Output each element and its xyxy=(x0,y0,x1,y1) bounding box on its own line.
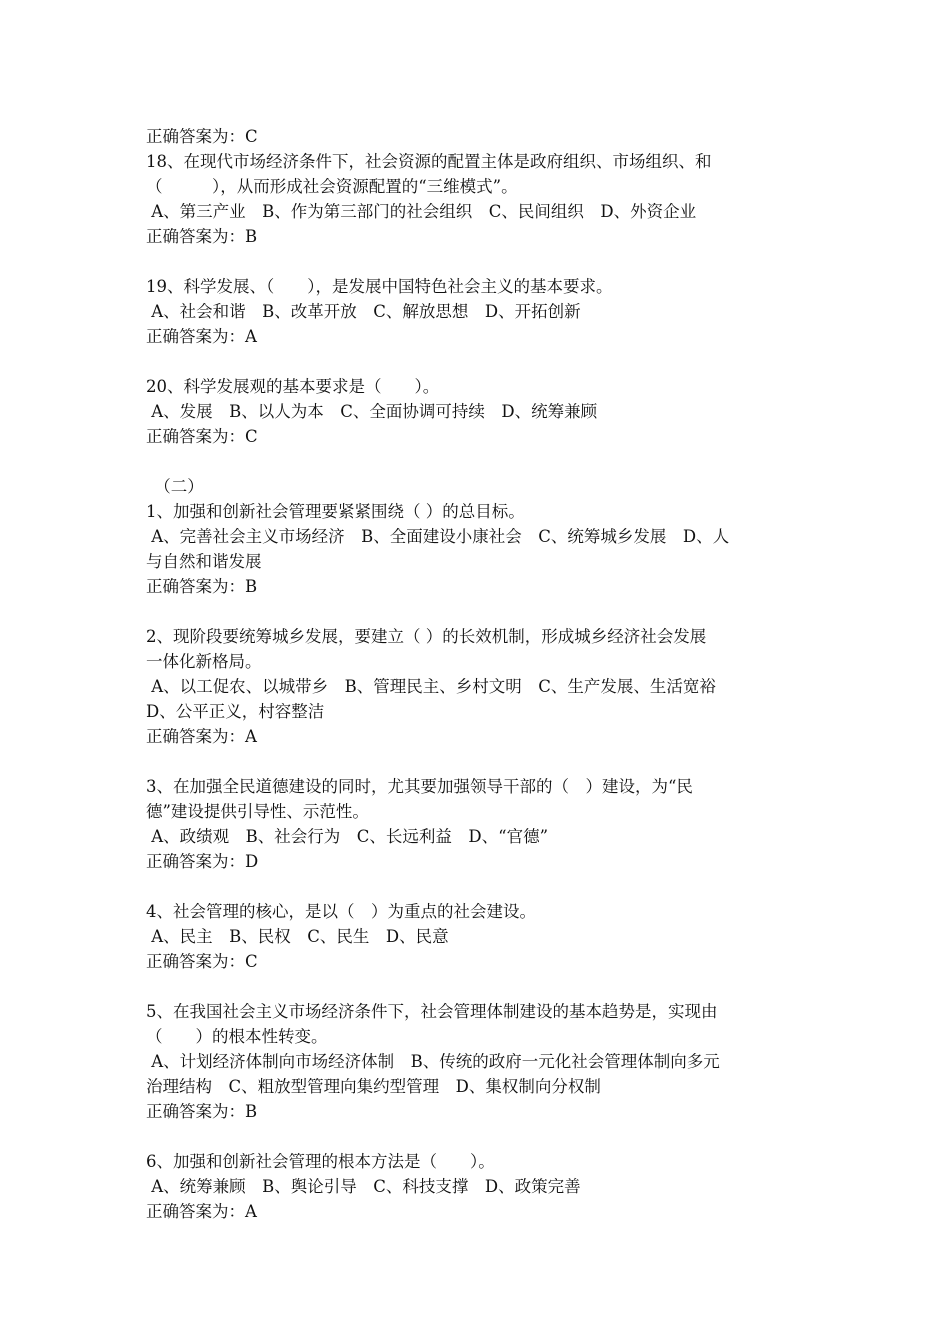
answer-line: 正确答案为：B xyxy=(146,577,258,596)
question-6: 6、加强和创新社会管理的根本方法是（ ）。 xyxy=(146,1152,495,1171)
question-2-line-2: 一体化新格局。 xyxy=(146,652,262,671)
answer-line: 正确答案为：C xyxy=(146,427,258,446)
question-3-line-2: 德”建设提供引导性、示范性。 xyxy=(146,802,369,821)
blank-line xyxy=(146,449,816,474)
question-1-options-line-1: A、完善社会主义市场经济 B、全面建设小康社会 C、统筹城乡发展 D、人 xyxy=(146,527,730,546)
answer-line: 正确答案为：B xyxy=(146,227,258,246)
answer-line: 正确答案为：C xyxy=(146,952,258,971)
question-19: 19、科学发展、（ ），是发展中国特色社会主义的基本要求。 xyxy=(146,277,613,296)
question-5-line-2: （ ）的根本性转变。 xyxy=(146,1027,328,1046)
answer-line: 正确答案为：D xyxy=(146,852,259,871)
answer-line: 正确答案为：B xyxy=(146,1102,258,1121)
question-20-options: A、发展 B、以人为本 C、全面协调可持续 D、统筹兼顾 xyxy=(146,402,598,421)
question-5-options-line-2: 治理结构 C、粗放型管理向集约型管理 D、集权制向分权制 xyxy=(146,1077,601,1096)
answer-line: 正确答案为：A xyxy=(146,1202,257,1221)
question-5-options-line-1: A、计划经济体制向市场经济体制 B、传统的政府一元化社会管理体制向多元 xyxy=(146,1052,720,1071)
question-2-options-line-2: D、公平正义，村容整洁 xyxy=(146,702,325,721)
answer-line: 正确答案为：C xyxy=(146,127,258,146)
question-2-line-1: 2、现阶段要统筹城乡发展，要建立（ ）的长效机制，形成城乡经济社会发展 xyxy=(146,627,707,646)
document-page xyxy=(146,124,816,1224)
blank-line xyxy=(146,349,816,374)
question-3-options: A、政绩观 B、社会行为 C、长远利益 D、“官德” xyxy=(146,827,549,846)
question-2-options-line-1: A、以工促农、以城带乡 B、管理民主、乡村文明 C、生产发展、生活宽裕 xyxy=(146,677,716,696)
blank-line xyxy=(146,749,816,774)
question-18-line-1: 18、在现代市场经济条件下，社会资源的配置主体是政府组织、市场组织、和 xyxy=(146,152,712,171)
question-18-options: A、第三产业 B、作为第三部门的社会组织 C、民间组织 D、外资企业 xyxy=(146,202,697,221)
question-19-options: A、社会和谐 B、改革开放 C、解放思想 D、开拓创新 xyxy=(146,302,581,321)
question-20: 20、科学发展观的基本要求是（ ）。 xyxy=(146,377,440,396)
section-heading: （二） xyxy=(146,477,204,496)
blank-line xyxy=(146,974,816,999)
question-4: 4、社会管理的核心，是以（ ）为重点的社会建设。 xyxy=(146,902,536,921)
question-18-line-2: （ ），从而形成社会资源配置的“三维模式”。 xyxy=(146,177,518,196)
blank-line xyxy=(146,874,816,899)
answer-line: 正确答案为：A xyxy=(146,727,257,746)
question-3-line-1: 3、在加强全民道德建设的同时，尤其要加强领导干部的（ ）建设，为“民 xyxy=(146,777,693,796)
blank-line xyxy=(146,599,816,624)
blank-line xyxy=(146,249,816,274)
question-1-options-line-2: 与自然和谐发展 xyxy=(146,552,262,571)
answer-line: 正确答案为：A xyxy=(146,327,257,346)
question-6-options: A、统筹兼顾 B、舆论引导 C、科技支撑 D、政策完善 xyxy=(146,1177,581,1196)
question-4-options: A、民主 B、民权 C、民生 D、民意 xyxy=(146,927,449,946)
question-5-line-1: 5、在我国社会主义市场经济条件下，社会管理体制建设的基本趋势是，实现由 xyxy=(146,1002,718,1021)
blank-line xyxy=(146,1124,816,1149)
question-1: 1、加强和创新社会管理要紧紧围绕（ ）的总目标。 xyxy=(146,502,525,521)
